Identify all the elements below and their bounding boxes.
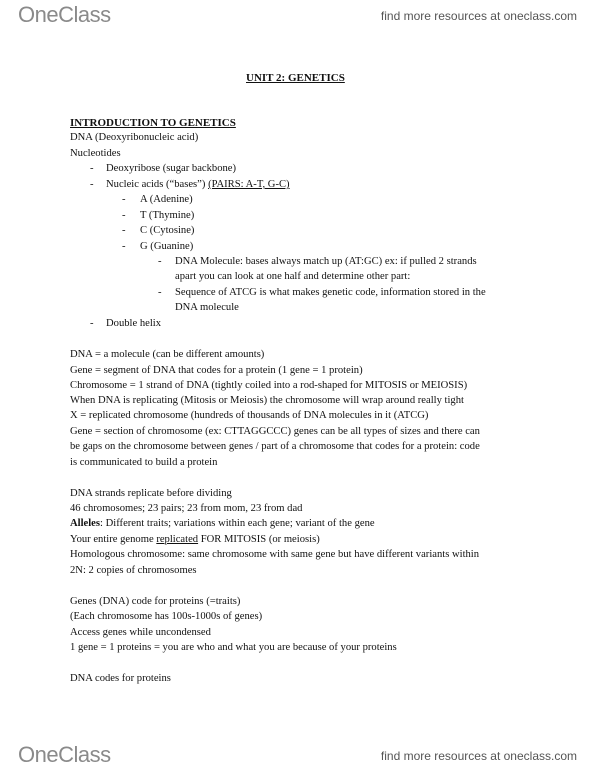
text-line: Gene = segment of DNA that codes for a protein (1 gene = 1 protein) — [70, 365, 363, 376]
bullet-text-part: Nucleic acids (“bases”) — [106, 179, 209, 190]
bullet-text — [106, 178, 290, 192]
oneclass-logo[interactable]: OneClass — [18, 2, 111, 27]
bullet-text: apart you can look at one half and determine other part: — [175, 271, 411, 282]
section-heading: INTRODUCTION TO GENETICS — [70, 117, 236, 129]
pairs-underlined: (PAIRS: A-T, G-C) — [208, 179, 290, 190]
bullet-text: C (Cytosine) — [140, 225, 195, 236]
bullet-dash: - — [122, 194, 126, 205]
bullet-dash: - — [158, 287, 162, 298]
oneclass-logo[interactable]: OneClass — [18, 742, 111, 767]
bullet-dash: - — [90, 179, 94, 190]
header-tagline[interactable]: find more resources at oneclass.com — [380, 9, 577, 23]
text-line: DNA strands replicate before dividing — [70, 488, 232, 499]
text-line: 46 chromosomes; 23 pairs; 23 from mom, 23 from dad — [70, 503, 303, 514]
text-line: DNA codes for proteins — [70, 673, 171, 684]
text-line: 2N: 2 copies of chromosomes — [70, 565, 197, 576]
text-line: DNA = a molecule (can be different amounts) — [70, 349, 265, 360]
text-line: DNA (Deoxyribonucleic acid) — [70, 132, 199, 143]
text-line: Genes (DNA) code for proteins (=traits) — [70, 596, 241, 607]
text-part: Your entire genome — [70, 534, 157, 545]
bullet-text: Deoxyribose (sugar backbone) — [106, 163, 237, 174]
text-line: Gene = section of chromosome (ex: CTTAGGCCC) genes can be all types of sizes and there can — [70, 426, 480, 437]
bullet-text: G (Guanine) — [140, 241, 194, 252]
text-part: FOR MITOSIS (or meiosis) — [198, 534, 320, 545]
text-line: is communicated to build a protein — [70, 457, 218, 468]
bullet-dash: - — [90, 318, 94, 329]
bullet-text: Sequence of ATCG is what makes genetic code, information stored in the — [175, 287, 486, 298]
bullet-dash: - — [158, 256, 162, 267]
text-line: X = replicated chromosome (hundreds of thousands of DNA molecules in it (ATCG) — [70, 410, 429, 421]
document-title: UNIT 2: GENETICS — [246, 72, 345, 84]
text-line: Nucleotides — [70, 148, 121, 159]
bullet-dash: - — [90, 163, 94, 174]
replicated-underlined: replicated — [156, 534, 199, 545]
text-line: Access genes while uncondensed — [70, 627, 211, 638]
top-banner — [0, 0, 595, 32]
bullet-text: DNA molecule — [175, 302, 239, 313]
bullet-text: A (Adenine) — [140, 194, 193, 205]
bullet-text: T (Thymine) — [140, 210, 195, 221]
footer-tagline[interactable]: find more resources at oneclass.com — [380, 749, 577, 763]
text-line: Chromosome = 1 strand of DNA (tightly coiled into a rod-shaped for MITOSIS or MEIOSIS) — [70, 380, 468, 391]
bullet-dash: - — [122, 241, 126, 252]
alleles-term: Alleles — [70, 518, 101, 529]
text-part: : Different traits; variations within each gene; variant of the gene — [100, 518, 375, 529]
bullet-text: DNA Molecule: bases always match up (AT:GC) ex: if pulled 2 strands — [175, 256, 477, 267]
text-line: 1 gene = 1 proteins = you are who and what you are because of your proteins — [70, 642, 397, 653]
text-line — [70, 517, 375, 531]
text-line: Homologous chromosome: same chromosome with same gene but have different variants within — [70, 549, 480, 560]
text-line — [70, 533, 320, 547]
text-line: (Each chromosome has 100s-1000s of genes) — [70, 611, 263, 622]
bottom-banner — [0, 738, 595, 770]
bullet-dash: - — [122, 225, 126, 236]
bullet-dash: - — [122, 210, 126, 221]
text-line: When DNA is replicating (Mitosis or Meiosis) the chromosome will wrap around really tight — [70, 395, 464, 406]
text-line: be gaps on the chromosome between genes / part of a chromosome that codes for a protein: code — [70, 441, 480, 452]
bullet-text: Double helix — [106, 318, 162, 329]
